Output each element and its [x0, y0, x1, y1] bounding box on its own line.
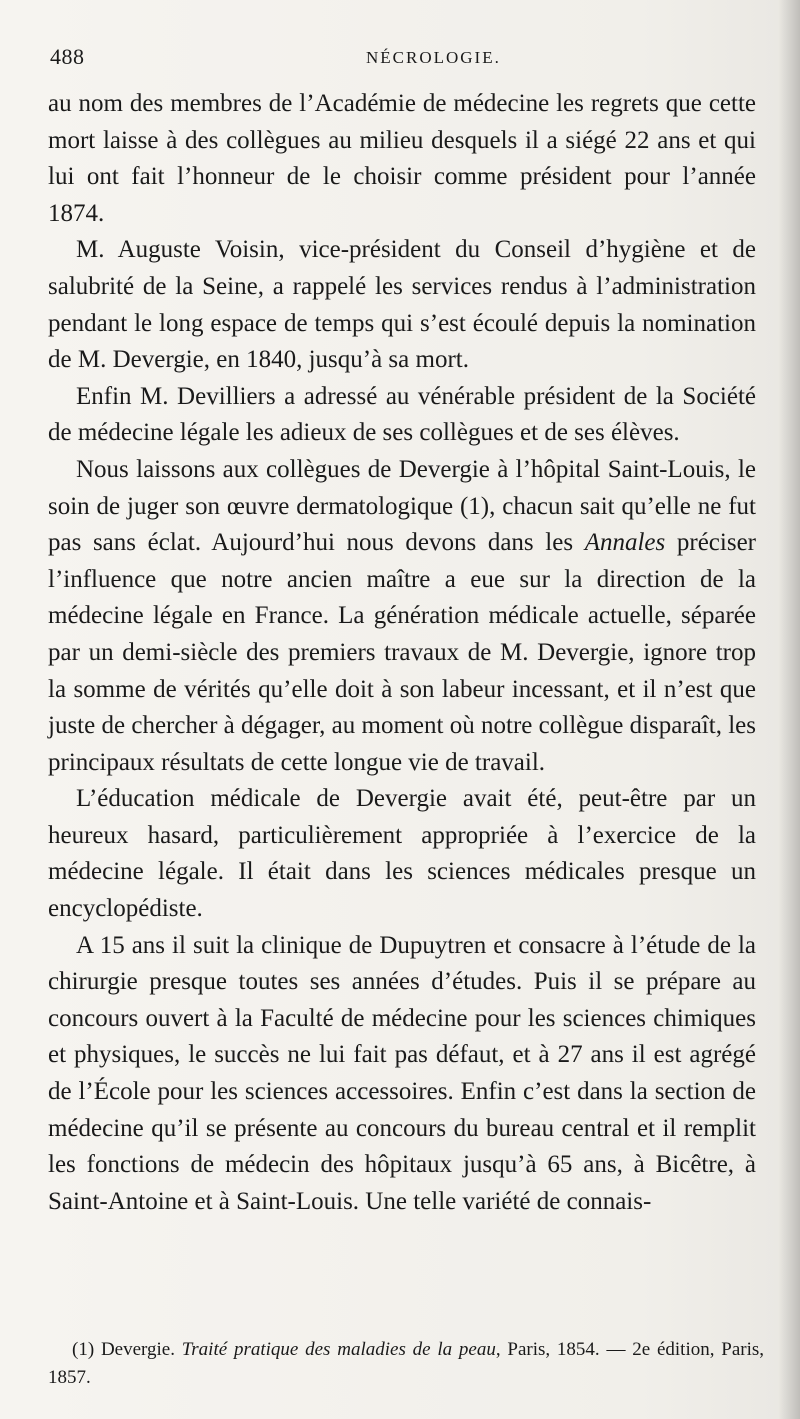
- paragraph: Enfin M. Devilliers a adressé au vénérable président de la Société de médecine légale les adieux de ses collègues et de ses élèves.: [48, 382, 756, 447]
- paragraph: [48, 452, 756, 781]
- body-text: [48, 86, 756, 1220]
- paragraph: A 15 ans il suit la clinique de Dupuytren et consacre à l’étude de la chirurgie presque toutes ses années d’études. Puis il se prépare au concours ouvert à la Faculté de médecine pour les sciences chimiques et physiques, le succès ne lui fait pas défaut, et à 27 ans il est agrégé de l’École pour les sciences accessoires. Enfin c’est dans la section de médecine qu’il se présente au concours du bureau central et il remplit les fonctions de médecin des hôpitaux jusqu’à 65 ans, à Bicêtre, à Saint-Antoine et à Saint-Louis. Une telle variété de connais-: [48, 931, 756, 1215]
- paragraph: M. Auguste Voisin, vice-président du Conseil d’hygiène et de salubrité de la Seine, a rappelé les services rendus à l’administration pendant le long espace de temps qui s’est écoulé depuis la nomination de M. Devergie, en 1840, jusqu’à sa mort.: [48, 236, 756, 374]
- footnote-prefix: (1) Devergie.: [72, 1339, 182, 1360]
- page-edge-shadow: [778, 0, 800, 1419]
- paragraph: L’éducation médicale de Devergie avait été, peut-être par un heureux hasard, particulièrement appropriée à l’exercice de la médecine légale. Il était dans les sciences médicales presque un encyclopédiste.: [48, 785, 756, 923]
- footnote-suffix: , Paris, 1854. — 2e édition, Paris, 1857.: [48, 1339, 765, 1388]
- footnote-text: [48, 1336, 764, 1392]
- paragraph-text: préciser l’influence que notre ancien maître a eue sur la direction de la médecine légale en France. La génération médicale actuelle, séparée par un demi-siècle des premiers travaux de M. Devergie, ignore trop la somme de vérités qu’elle doit à son labeur incessant, et il n’est que juste de chercher à dégager, au moment où notre collègue disparaît, les principaux résultats de cette longue vie de travail.: [48, 529, 756, 776]
- footnote: [48, 1336, 764, 1392]
- page-number: 488: [50, 44, 85, 69]
- paragraph: au nom des membres de l’Académie de médecine les regrets que cette mort laisse à des collègues au milieu desquels il a siégé 22 ans et qui lui ont fait l’honneur de le choisir comme président pour l’année 1874.: [48, 90, 756, 227]
- journal-title: Annales: [584, 529, 666, 557]
- footnote-book-title: Traité pratique des maladies de la peau: [181, 1339, 496, 1360]
- page-header: [44, 42, 764, 78]
- paragraph-text: Nous laissons aux collègues de Devergie à l’hôpital Saint-Louis, le soin de juger son œuvre dermatologique (1), chacun sait qu’elle ne fut pas sans éclat. Aujourd’hui nous devons dans les: [48, 455, 756, 557]
- running-title: NÉCROLOGIE.: [366, 48, 501, 67]
